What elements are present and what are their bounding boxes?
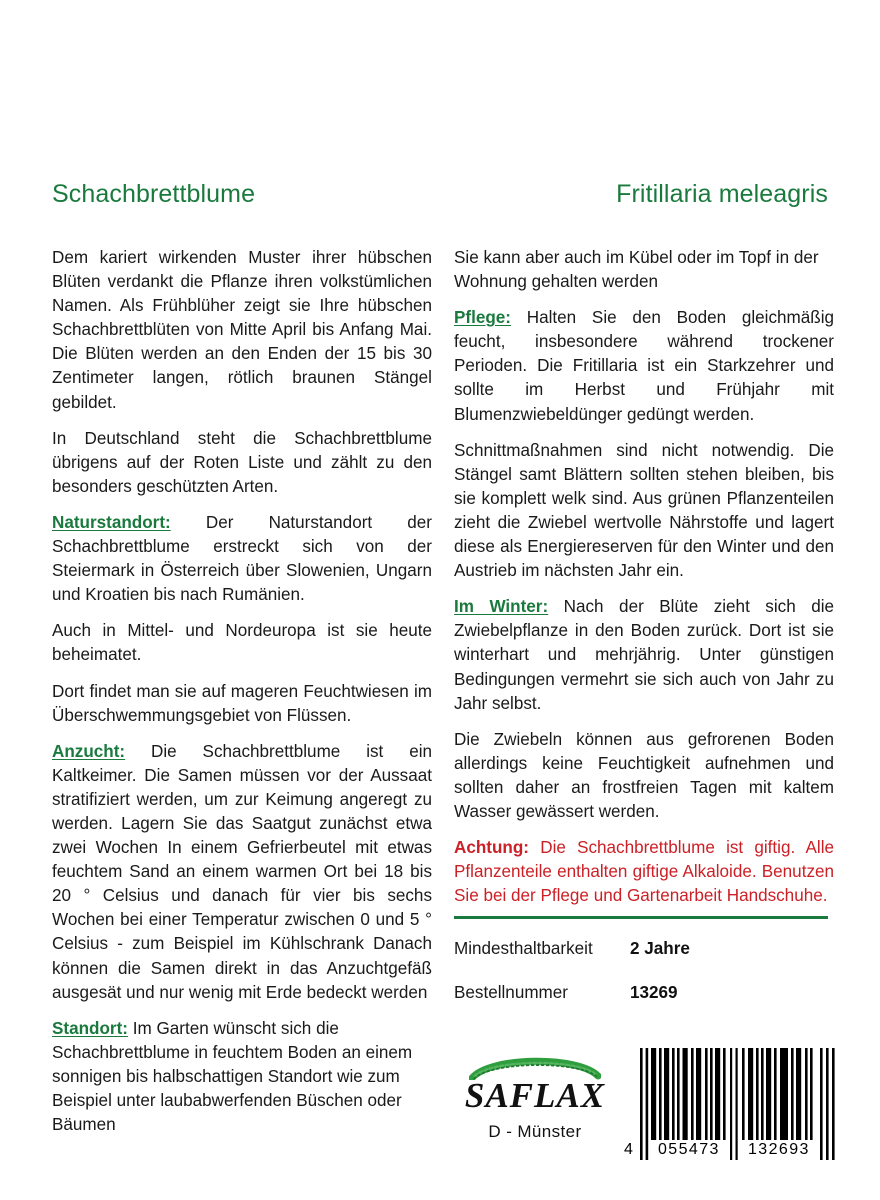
left-column bbox=[52, 246, 432, 1137]
section-im-winter bbox=[454, 595, 834, 715]
page-title-botanical-name: Fritillaria meleagris bbox=[616, 180, 828, 208]
section-label-naturstandort: Naturstandort: bbox=[52, 512, 171, 532]
footer bbox=[454, 1046, 846, 1166]
paragraph-pot-culture: Sie kann aber auch im Kübel oder im Topf in der Wohnung gehalten werden bbox=[454, 248, 819, 292]
section-text-naturstandort: Der Naturstandort der Schachbrettblume erstreckt sich von der Steiermark in Österreich über Slowenien, Ungarn und Kroatien bis nach Rumänien. bbox=[52, 512, 432, 605]
section-text-achtung: Die Schachbrettblume ist giftig. Alle Pflanzenteile enthalten giftige Alkaloide. Benutzen Sie bei der Pflege und Gartenarbeit Handschuhe. bbox=[454, 838, 834, 906]
product-spec-block bbox=[454, 916, 828, 1026]
section-label-im-winter: Im Winter: bbox=[454, 597, 549, 617]
page-title-common-name: Schachbrettblume bbox=[52, 180, 256, 208]
section-anzucht bbox=[52, 740, 432, 1005]
logo-wordmark: SAFLAX bbox=[464, 1076, 606, 1115]
barcode-lead-digit: 4 bbox=[624, 1141, 633, 1158]
logo-location: D - Münster bbox=[488, 1122, 582, 1141]
paragraph-red-list: In Deutschland steht die Schachbrettblume übrigens auf der Roten Liste und zählt zu den besonders geschützten Arten. bbox=[52, 428, 432, 496]
ean13-barcode bbox=[624, 1048, 846, 1160]
section-text-im-winter: Nach der Blüte zieht sich die Zwiebelpflanze in den Boden zurück. Dort ist sie winterhart und mehrjährig. Unter günstigen Bedingungen vermehrt sie sich auch von Jahr zu Jahr selbst. bbox=[454, 597, 835, 713]
paragraph-description: Dem kariert wirkenden Muster ihrer hübschen Blüten verdankt die Pflanze ihren volkstümlichen Namen. Als Frühblüher zeigt sie Ihre hübschen Schachbrettblüten von Mitte April bis Anfang Mai. Die Blüten werden an den Enden der 15 bis 30 Zentimeter langen, rötlich braunen Stängel gebildet. bbox=[52, 248, 432, 412]
section-text-pflege: Halten Sie den Boden gleichmäßig feucht, insbesondere während trockener Perioden. Die Fritillaria ist ein Starkzehrer und sollte im Herbst und Frühjahr mit Blumenzwiebeldünger gedüngt werden. bbox=[454, 308, 834, 424]
paragraph-pruning: Schnittmaßnahmen sind nicht notwendig. Die Stängel samt Blättern sollten stehen bleiben, bis sie komplett welk sind. Aus grünen Pflanzenteilen zieht die Zwiebel wertvolle Nährstoffe und lagert diese als Energiereserven für den Winter und den Austrieb im nächsten Jahr ein. bbox=[454, 440, 834, 581]
spec-row-shelf-life bbox=[454, 938, 828, 960]
spec-label-shelf-life: Mindesthaltbarkeit bbox=[454, 939, 593, 958]
saflax-logo bbox=[460, 1054, 610, 1142]
section-label-achtung: Achtung: bbox=[454, 838, 530, 858]
section-text-anzucht: Die Schachbrettblume ist ein Kaltkeimer. Die Samen müssen vor der Aussaat stratifiziert werden, um zur Keimung angeregt zu werden. Lagern Sie das Saatgut zunächst etwa zwei Wochen In einem Gefrierbeutel mit etwas feuchtem Sand an einem warmen Ort bei 18 bis 20 ° Celsius und danach für vier bis sechs Wochen bei einer Temperatur zwischen 0 und 5 ° Celsius - zum Beispiel im Kühlschrank Danach können die Samen direkt in das Anzuchtgefäß ausgesät und nur wenig mit Erde bedeckt werden bbox=[52, 741, 432, 1002]
section-pflege bbox=[454, 306, 834, 426]
spec-label-order-number: Bestellnummer bbox=[454, 983, 568, 1002]
section-standort bbox=[52, 1017, 432, 1137]
barcode-right-group: 132693 bbox=[748, 1141, 810, 1158]
section-naturstandort bbox=[52, 511, 432, 607]
paragraph-distribution-europe: Auch in Mittel- und Nordeuropa ist sie heute beheimatet. bbox=[52, 621, 432, 665]
barcode-left-group: 055473 bbox=[658, 1141, 720, 1158]
spec-value-order-number: 13269 bbox=[630, 983, 678, 1002]
section-label-pflege: Pflege: bbox=[454, 308, 511, 328]
section-label-standort: Standort: bbox=[52, 1018, 128, 1038]
title-row bbox=[52, 180, 828, 209]
spec-row-order-number bbox=[454, 982, 828, 1004]
section-achtung-warning bbox=[454, 836, 834, 908]
paragraph-habitat: Dort findet man sie auf mageren Feuchtwiesen im Überschwemmungsgebiet von Flüssen. bbox=[52, 681, 432, 725]
section-label-anzucht: Anzucht: bbox=[52, 741, 126, 761]
spec-divider-rule bbox=[454, 916, 828, 919]
spec-value-shelf-life: 2 Jahre bbox=[630, 939, 690, 958]
section-text-standort: Im Garten wünscht sich die Schachbrettblume in feuchtem Boden an einem sonnigen bis halbschattigen Standort wie zum Beispiel unter laubabwerfenden Büschen oder Bäumen bbox=[52, 1018, 413, 1135]
paragraph-frozen-soil: Die Zwiebeln können aus gefrorenen Boden allerdings keine Feuchtigkeit aufnehmen und sollten daher an frostfreien Tagen mit kaltem Wasser gewässert werden. bbox=[454, 729, 834, 821]
